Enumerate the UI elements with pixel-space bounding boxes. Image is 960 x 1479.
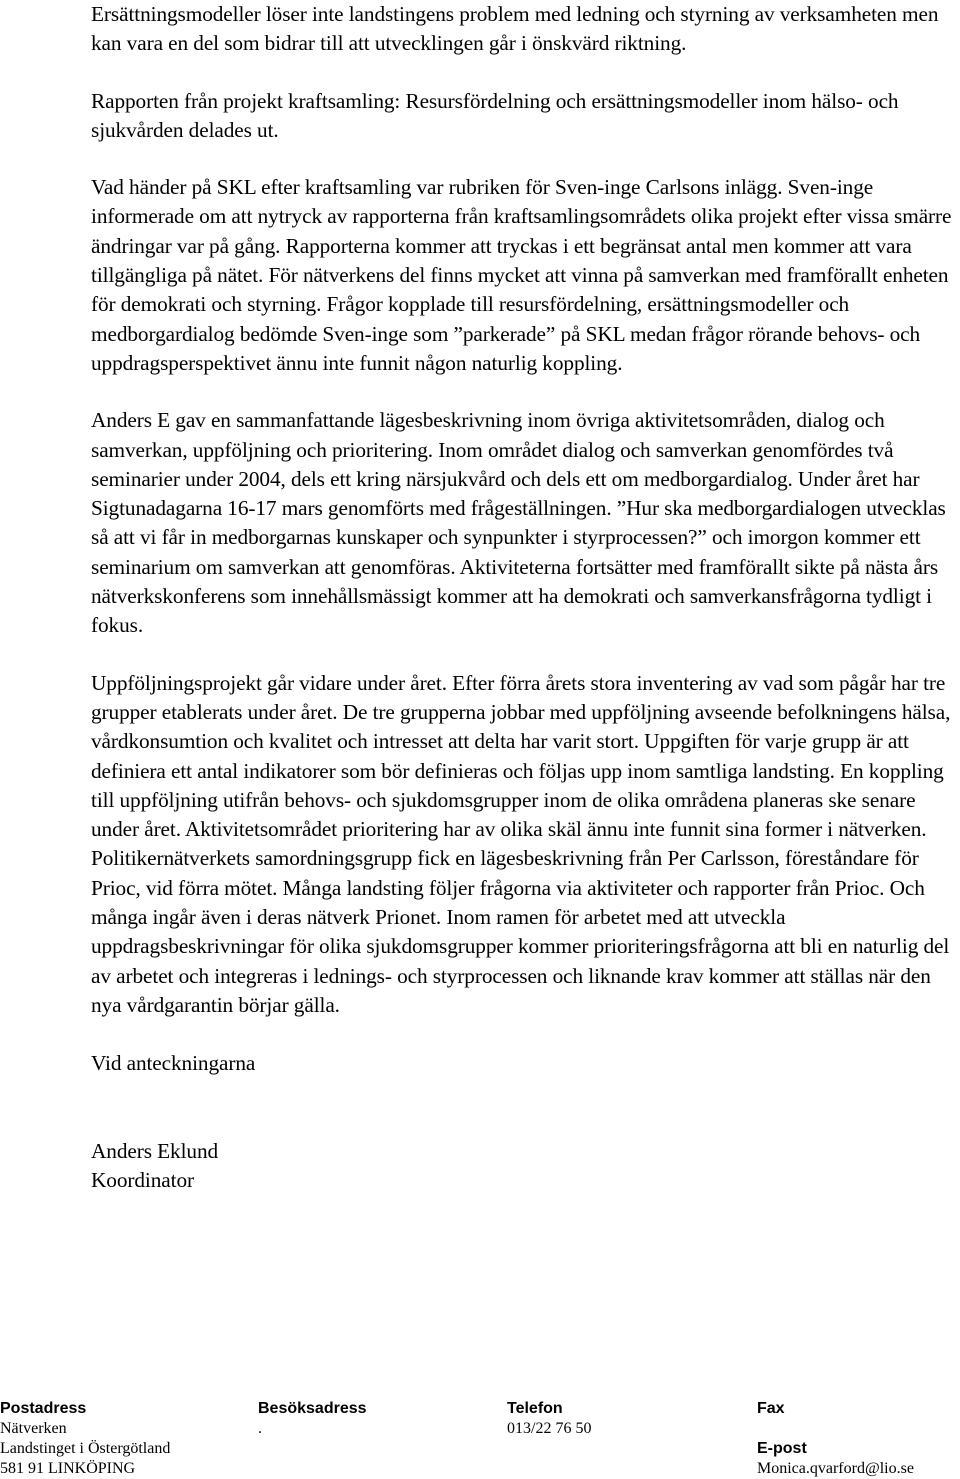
telefon-value: 013/22 76 50 xyxy=(507,1420,592,1437)
telefon-label: Telefon xyxy=(507,1400,563,1417)
letter-footer xyxy=(0,1399,960,1479)
signer-title: Koordinator xyxy=(91,1167,194,1192)
postadress-line-3: 581 91 LINKÖPING xyxy=(0,1460,136,1477)
epost-label: E-post xyxy=(757,1440,807,1457)
footer-fax-epost xyxy=(757,1399,914,1479)
letter-body xyxy=(91,0,959,1195)
paragraph-ersattningsmodeller: Ersättningsmodeller löser inte landstingens problem med ledning och styrning av verksamheten men kan vara en del som bidrar till att utvecklingen går i önskvärd riktning. xyxy=(91,2,939,56)
postadress-line-1: Nätverken xyxy=(0,1420,67,1437)
fax-label: Fax xyxy=(757,1400,785,1417)
signer-name: Anders Eklund xyxy=(91,1138,219,1163)
besoksadress-label: Besöksadress xyxy=(258,1400,367,1417)
postadress-label: Postadress xyxy=(0,1400,87,1417)
epost-value[interactable]: Monica.qvarford@lio.se xyxy=(757,1460,914,1477)
besoksadress-value: . xyxy=(258,1420,262,1437)
closing-line: Vid anteckningarna xyxy=(91,1051,256,1076)
paragraph-lagesbeskrivning: Anders E gav en sammanfattande lägesbeskrivning inom övriga aktivitetsområden, dialog och samverkan, uppföljning och prioritering. Inom området dialog och samverkan genomfördes två seminarier under 2004, dels ett kring närsjukvård och dels ett om medborgardialog. Under året har Sigtunadagarna 16-17 mars genomförts med frågeställningen. ”Hur ska medborgardialogen utvecklas så att vi får in medborgarnas kunskaper och synpunkter i styrprocessen?” och imorgon kommer ett seminarium om samverkan att genomföras. Aktiviteterna fortsätter med framförallt sikte på nästa års nätverkskonferens som innehållsmässigt kommer att ha demokrati och samverkansfrågorna tydligt i fokus. xyxy=(91,408,946,638)
paragraph-skl-kraftsamling: Vad händer på SKL efter kraftsamling var rubriken för Sven-inge Carlsons inlägg. Sven-inge informerade om att nytryck av rapporterna från kraftsamlingsområdets olika projekt efter vissa smärre ändringar var på gång. Rapporterna kommer att tryckas i ett begränsat antal men kommer att vara tillgängliga på nätet. För nätverkens del finns mycket att vinna på samverkan med framförallt enheten för demokrati och styrning. Frågor kopplade till resursfördelning, ersättningsmodeller och medborgardialog bedömde Sven-inge som ”parkerade” på SKL medan frågor rörande behovs- och uppdragsperspektivet ännu inte funnit någon naturlig koppling. xyxy=(91,175,952,375)
footer-telefon xyxy=(507,1399,591,1439)
paragraph-rapporten: Rapporten från projekt kraftsamling: Resursfördelning och ersättningsmodeller inom hälso- och sjukvården delades ut. xyxy=(91,88,899,142)
postadress-line-2: Landstinget i Östergötland xyxy=(0,1440,171,1457)
footer-postadress xyxy=(0,1399,170,1479)
paragraph-uppfoljningsprojekt: Uppföljningsprojekt går vidare under året. Efter förra årets stora inventering av vad som pågår har tre grupper etablerats under året. De tre grupperna jobbar med uppföljning avseende befolkningens hälsa, vårdkonsumtion och kvalitet och intresset att delta har varit stort. Uppgiften för varje grupp är att definiera ett antal indikatorer som bör definieras och följas upp inom samtliga landsting. En koppling till uppföljning utifrån behovs- och sjukdomsgrupper inom de olika områdena planeras ske senare under året. Aktivitetsområdet prioritering har av olika skäl ännu inte funnit sina former i nätverken. Politikernätverkets samordningsgrupp fick en lägesbeskrivning från Per Carlsson, föreståndare för Prioc, vid förra mötet. Många landsting följer frågorna via aktiviteter och rapporter från Prioc. Och många ingår även i deras nätverk Prionet. Inom ramen för arbetet med att utveckla uppdragsbeskrivningar för olika sjukdomsgrupper kommer prioriteringsfrågorna att bli en naturlig del av arbetet och integreras i lednings- och styrprocessen och liknande krav kommer att ställas när den nya vårdgarantin börjar gälla. xyxy=(91,670,951,1017)
fax-value-empty xyxy=(757,1419,914,1439)
footer-besoksadress xyxy=(258,1399,367,1439)
